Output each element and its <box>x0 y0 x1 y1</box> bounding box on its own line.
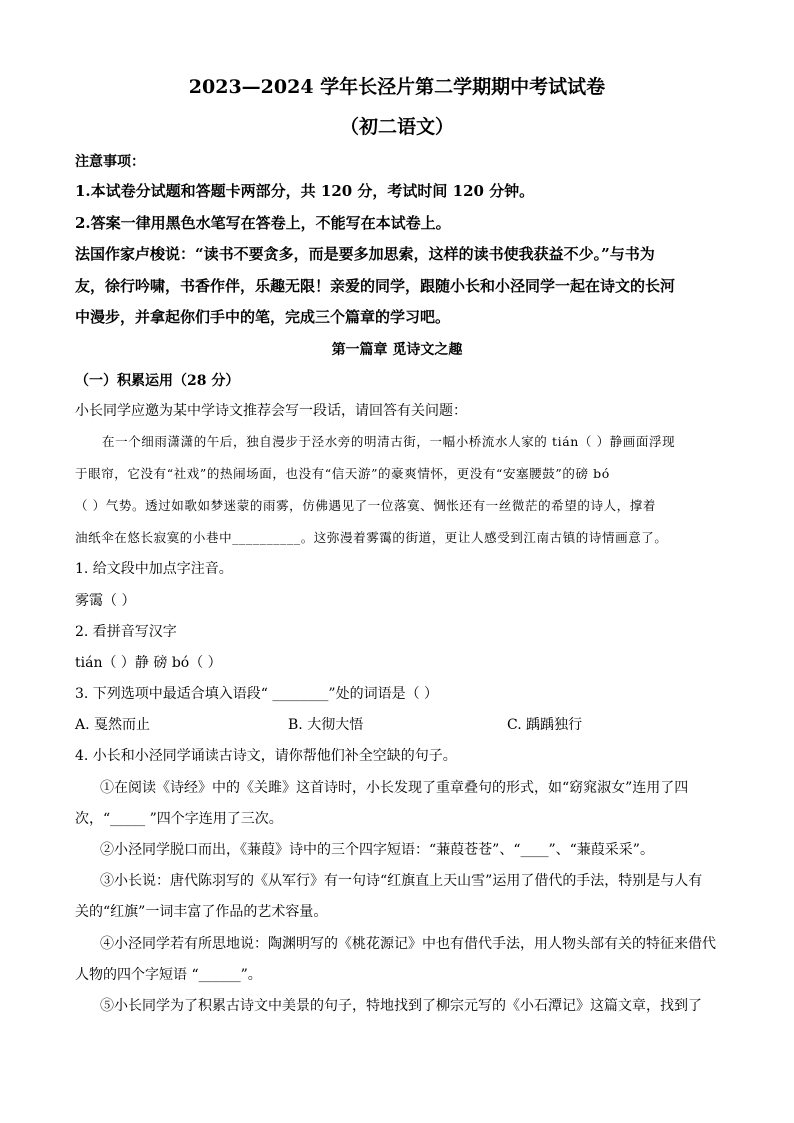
question-4-item-line: ③小长说：唐代陈羽写的《从军行》有一句诗“红旗直上天山雪”运用了借代的手法，特别是与人有 <box>100 873 703 889</box>
passage-line: （ ）气势。透过如歌如梦迷蒙的雨雾，仿佛遇见了一位落寞、惆怅还有一丝微茫的希望的诗人，撑着 <box>75 498 656 513</box>
question-4-item-line: 次，“_____ ”四个字连用了三次。 <box>75 811 283 827</box>
notice-item: 2.答案一律用黑色水笔写在答卷上，不能写在本试卷上。 <box>75 214 451 232</box>
question-4-item-line: 人物的四个字短语 “______”。 <box>75 967 262 983</box>
option-a: A. 戛然而止 <box>75 717 151 733</box>
quote-line: 中漫步，并拿起你们手中的笔，完成三个篇章的学习吧。 <box>75 308 451 326</box>
passage-line: 于眼帘，它没有“社戏”的热闹场面，也没有“信天游”的豪爽情怀，更没有“安塞腰鼓”的磅 bó <box>75 466 610 481</box>
question-4-item-line: ②小泾同学脱口而出，《蒹葭》诗中的三个四字短语：“蒹葭苍苍”、“____”、“蒹葭采采”。 <box>100 842 654 858</box>
notice-item: 1.本试卷分试题和答题卡两部分，共 120 分，考试时间 120 分钟。 <box>75 182 535 200</box>
passage-line: 油纸伞在悠长寂寞的小巷中__________。这弥漫着雾霭的街道，更让人感受到江南古镇的诗情画意了。 <box>75 530 668 545</box>
quote-line: 友，徐行吟啸，书香作伴，乐趣无限！亲爱的同学，跟随小长和小泾同学一起在诗文的长河 <box>75 277 676 295</box>
option-c: C. 踽踽独行 <box>507 717 583 733</box>
question-3-prompt: 3. 下列选项中最适合填入语段“ ________”处的词语是（ ） <box>75 686 439 702</box>
exam-subtitle: （初二语文） <box>339 116 454 138</box>
question-4-item-line: ①在阅读《诗经》中的《关雎》这首诗时，小长发现了重章叠句的形式，如“窈窕淑女”连用了四 <box>100 780 689 796</box>
question-2-answer-line: tián（ ）静 磅 bó（ ） <box>75 655 222 671</box>
chapter-title: 第一篇章 觅诗文之趣 <box>331 342 463 358</box>
intro-text: 小长同学应邀为某中学诗文推荐会写一段话，请回答有关问题： <box>75 403 467 419</box>
question-4-prompt: 4. 小长和小泾同学诵读古诗文，请你帮他们补全空缺的句子。 <box>75 748 457 764</box>
option-b: B. 大彻大悟 <box>288 717 364 733</box>
question-2-prompt: 2. 看拼音写汉字 <box>75 624 177 640</box>
notice-heading: 注意事项： <box>75 154 145 170</box>
passage-line: 在一个细雨潇潇的午后，独自漫步于泾水旁的明清古街，一幅小桥流水人家的 tián（ ）静画面浮现 <box>102 434 676 449</box>
exam-title: 2023—2024 学年长泾片第二学期期中考试试卷 <box>188 76 606 98</box>
question-1-prompt: 1. 给文段中加点字注音。 <box>75 561 233 577</box>
question-1-answer-line: 雾霭（ ） <box>75 593 136 609</box>
question-4-item-line: 关的“红旗”一词丰富了作品的艺术容量。 <box>75 904 328 920</box>
section-title: （一）积累运用（28 分） <box>75 373 240 389</box>
quote-line: 法国作家卢梭说：“读书不要贪多，而是要多加思索，这样的读书使我获益不少。”与书为 <box>75 245 655 263</box>
question-4-item-line: ④小泾同学若有所思地说：陶渊明写的《桃花源记》中也有借代手法，用人物头部有关的特征来借代 <box>100 936 716 952</box>
question-4-item-line: ⑤小长同学为了积累古诗文中美景的句子，特地找到了柳宗元写的《小石潭记》这篇文章，找到了 <box>100 998 702 1014</box>
